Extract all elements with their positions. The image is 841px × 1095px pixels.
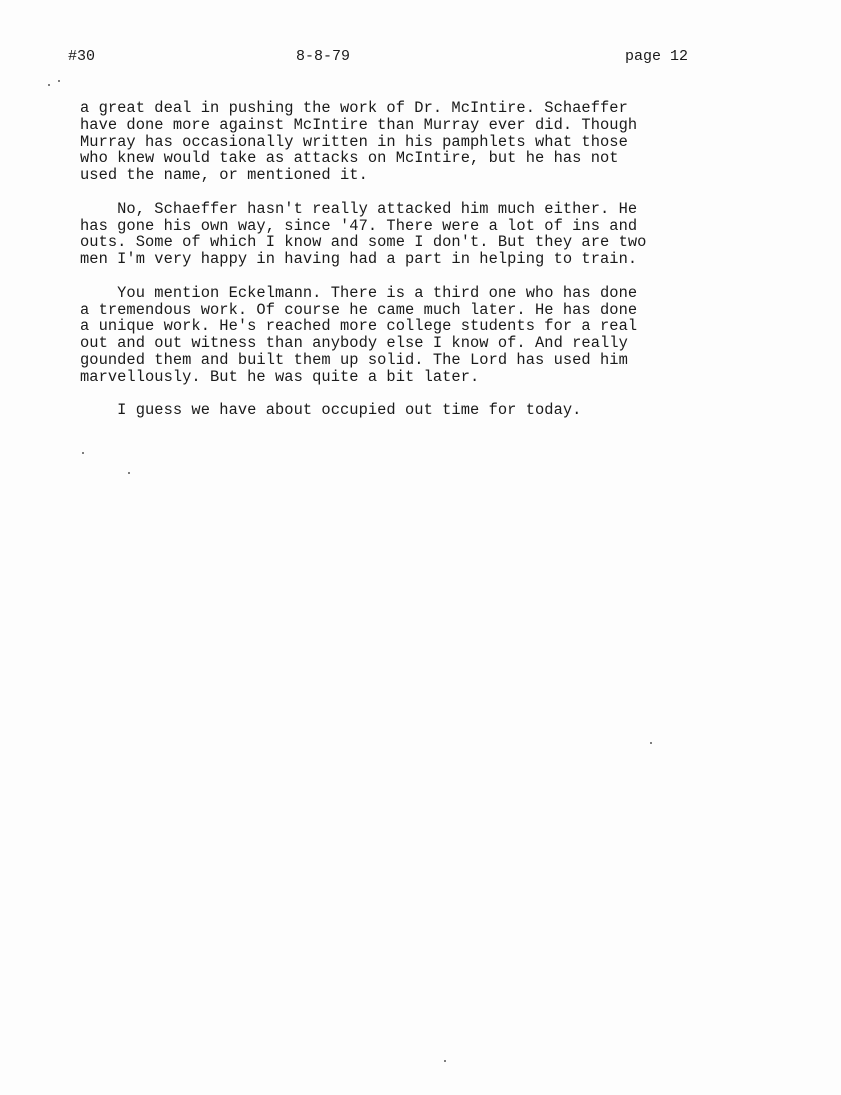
page-number: page 12 xyxy=(624,48,688,65)
scan-speck xyxy=(58,80,60,82)
scan-speck xyxy=(128,472,130,474)
paragraph-1 xyxy=(80,100,720,184)
text-line: outs. Some of which I know and some I don't. But they are two xyxy=(80,233,647,252)
document-date: 8-8-79 xyxy=(296,48,351,65)
text-line: who knew would take as attacks on McIntire, but he has not xyxy=(80,149,619,168)
text-line: No, Schaeffer hasn't really attacked him much either. He xyxy=(80,199,638,218)
text-line: Murray has occasionally written in his pamphlets what those xyxy=(80,132,628,151)
document-number: #30 xyxy=(68,48,96,65)
text-line: You mention Eckelmann. There is a third one who has done xyxy=(80,283,638,302)
text-line: marvellously. But he was quite a bit later. xyxy=(80,367,480,386)
text-line: used the name, or mentioned it. xyxy=(80,166,368,185)
text-line: men I'm very happy in having had a part in helping to train. xyxy=(80,250,638,269)
text-line: have done more against McIntire than Murray ever did. Though xyxy=(80,115,638,134)
scan-speck xyxy=(444,1060,446,1062)
scan-speck xyxy=(82,452,84,454)
text-line: a tremendous work. Of course he came much later. He has done xyxy=(80,300,638,319)
paragraph-4 xyxy=(80,402,720,419)
paragraph-3 xyxy=(80,285,720,386)
scan-speck xyxy=(48,84,50,86)
page-header xyxy=(68,48,688,70)
text-line: a unique work. He's reached more college students for a real xyxy=(80,317,638,336)
text-line: out and out witness than anybody else I know of. And really xyxy=(80,334,628,353)
text-line: has gone his own way, since '47. There were a lot of ins and xyxy=(80,216,638,235)
scan-speck xyxy=(650,742,652,744)
text-line: a great deal in pushing the work of Dr. McIntire. Schaeffer xyxy=(80,99,628,117)
text-line: I guess we have about occupied out time for today. xyxy=(80,401,582,420)
document-body xyxy=(80,100,720,436)
paragraph-2 xyxy=(80,201,720,268)
text-line: gounded them and built them up solid. The Lord has used him xyxy=(80,350,628,369)
